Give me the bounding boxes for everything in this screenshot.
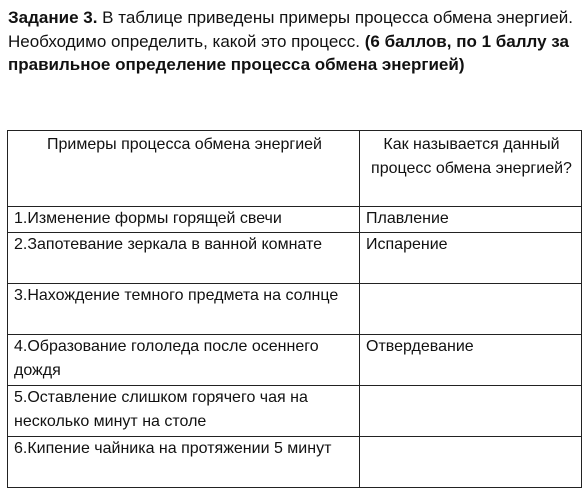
table-row bbox=[8, 207, 582, 233]
task-text: В таблице приведены примеры процесса обмена энергией. Необходимо определить, какой это процесс. bbox=[8, 8, 574, 51]
header-examples: Примеры процесса обмена энергией bbox=[8, 131, 360, 207]
table-row bbox=[8, 386, 582, 437]
example-cell: 6.Кипение чайника на протяжении 5 минут bbox=[8, 437, 360, 488]
answer-cell bbox=[360, 437, 582, 488]
task-statement bbox=[8, 6, 580, 77]
example-cell: 1.Изменение формы горящей свечи bbox=[8, 207, 360, 233]
answer-cell bbox=[360, 284, 582, 335]
example-cell: 2.Запотевание зеркала в ванной комнате bbox=[8, 233, 360, 284]
task-label: Задание 3. bbox=[8, 8, 98, 27]
task-points: (6 баллов, по 1 баллу за правильное определение процесса обмена энергией) bbox=[8, 31, 569, 74]
example-cell: 5.Оставление слишком горячего чая на несколько минут на столе bbox=[8, 386, 360, 437]
table-row bbox=[8, 335, 582, 386]
answer-cell bbox=[360, 386, 582, 437]
examples-table bbox=[7, 130, 582, 488]
table-row bbox=[8, 437, 582, 488]
answer-cell: Испарение bbox=[360, 233, 582, 284]
example-cell: 3.Нахождение темного предмета на солнце bbox=[8, 284, 360, 335]
table-row bbox=[8, 284, 582, 335]
table-row bbox=[8, 233, 582, 284]
answer-cell: Отвердевание bbox=[360, 335, 582, 386]
example-cell: 4.Образование гололеда после осеннего дождя bbox=[8, 335, 360, 386]
table-header-row bbox=[8, 131, 582, 207]
answer-cell: Плавление bbox=[360, 207, 582, 233]
header-process-name: Как называется данный процесс обмена энергией? bbox=[360, 131, 582, 207]
